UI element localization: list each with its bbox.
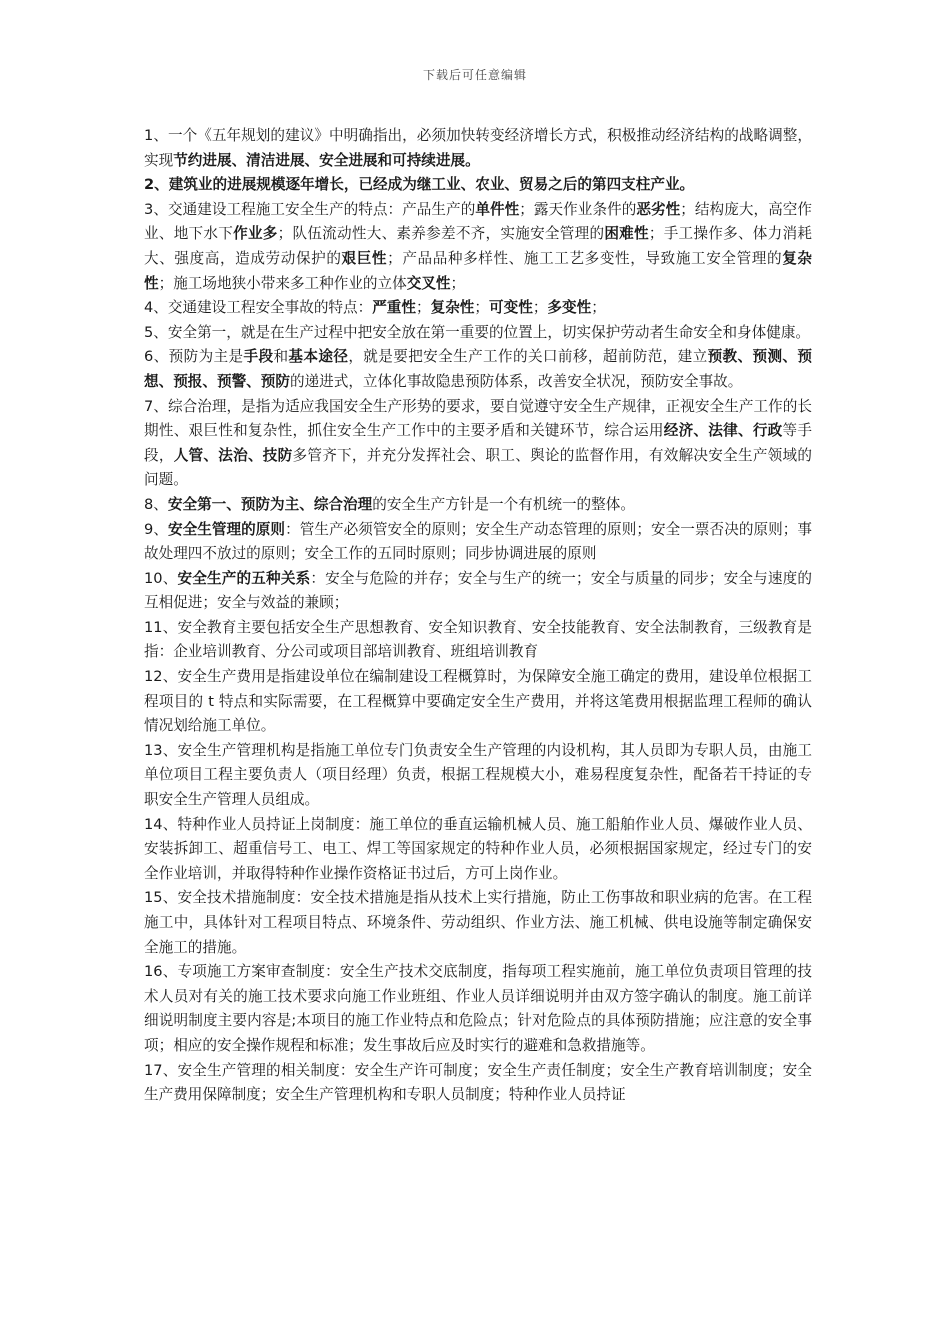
text-run: ； [532, 299, 548, 317]
text-run: 16、专项施工方案审查制度：安全生产技术交底制度，指每项工程实施前，施工单位负责项目管理的技术人员对有关的施工技术要求向施工作业班组、作业人员详细说明并由双方签字确认的制度。施工前详细说明制度主要内容是;本项目的施工作业特点和危险点；针对危险点的具体预防措施；应注意的安全事项；相应的安全操作规程和标准；发生事故后应及时实行的避难和急救措施等。 [144, 963, 812, 1054]
text-run: 8、 [144, 495, 168, 513]
bold-text-run: 作业多 [233, 225, 278, 243]
paragraph-12 [144, 665, 812, 739]
bold-text-run: 困难性 [604, 225, 649, 243]
paragraph-13 [144, 739, 812, 813]
text-run: 等手段， [144, 422, 812, 464]
bold-text-run: 复杂性 [144, 249, 812, 292]
text-run: 15、安全技术措施制度：安全技术措施是指从技术上实行措施，防止工伤事故和职业病的危害。在工程施工中，具体针对工程项目特点、环境条件、劳动组织、作业方法、施工机械、供电设施等制定确保安全施工的措施。 [144, 889, 812, 956]
bold-text-run: 安全生产的五种关系 [177, 569, 311, 587]
bold-text-run: 预教、预测、预想、预报、预警、预防 [144, 348, 812, 390]
bold-text-run: 2、建筑业的进展规模逐年增长，已经成为继工业、农业、贸易之后的第四支柱产业。 [144, 176, 695, 194]
text-run: 3、交通建设工程施工安全生产的特点：产品生产的 [144, 200, 476, 218]
text-run: ； [450, 274, 466, 292]
text-run: 13、安全生产管理机构是指施工单位专门负责安全生产管理的内设机构，其人员即为专职人员，由施工单位项目工程主要负责人（项目经理）负责，根据工程规模大小，难易程度复杂性，配备若干持证的专职安全生产管理人员组成。 [144, 741, 812, 809]
text-run: ；施工场地狭小带来多工种作业的立体 [158, 274, 407, 292]
text-run: ，就是要把安全生产工作的关口前移，超前防范，建立 [348, 348, 708, 366]
bold-text-run: 单件性 [475, 200, 520, 218]
text-run: 和 [273, 348, 289, 366]
text-run: 6、预防为主是 [144, 348, 244, 366]
bold-text-run: 基本途径 [288, 348, 349, 366]
paragraph-6 [144, 345, 812, 394]
text-run: ；手工操作多、体力消耗大、强度高，造成劳动保护的 [144, 225, 812, 267]
text-run: 1、一个《五年规划的建议》中明确指出，必须加快转变经济增长方式，积极推动经济结构的战略调整，实现 [144, 127, 812, 169]
text-run: 的安全生产方针是一个有机统一的整体。 [372, 495, 635, 513]
bold-text-run: 节约进展、清洁进展、安全进展和可持续进展。 [173, 151, 480, 169]
text-run: 的递进式，立体化事故隐患预防体系，改善安全状况，预防安全事故。 [289, 372, 743, 390]
text-run: 4、交通建设工程安全事故的特点： [144, 299, 373, 317]
paragraph-16 [144, 960, 812, 1058]
text-run: ； [591, 299, 606, 317]
text-run: 10、 [144, 569, 178, 587]
bold-text-run: 可变性 [489, 299, 533, 317]
paragraph-8 [144, 493, 812, 518]
paragraph-17 [144, 1059, 812, 1108]
text-run: ； [416, 299, 431, 317]
bold-text-run: 交叉性 [406, 274, 451, 292]
paragraph-9 [144, 518, 812, 567]
paragraph-11 [144, 616, 812, 665]
text-run: ：管生产必须管安全的原则；安全生产动态管理的原则；安全一票否决的原则；事故处理四不放过的原则；安全工作的五同时原则；同步协调进展的原则 [144, 520, 812, 563]
paragraph-14 [144, 813, 812, 887]
paragraph-7 [144, 395, 812, 493]
text-run: 9、 [144, 520, 168, 538]
bold-text-run: 复杂性 [430, 299, 475, 317]
bold-text-run: 人管、法治、技防 [173, 446, 293, 464]
paragraph-1 [144, 124, 812, 173]
bold-text-run: 安全生管理的原则 [167, 520, 286, 538]
text-run: 多管齐下，并充分发挥社会、职工、舆论的监督作用，有效解决安全生产领域的问题。 [144, 446, 812, 489]
paragraph-10 [144, 567, 812, 616]
text-run: 7、综合治理，是指为适应我国安全生产形势的要求，要自觉遵守安全生产规律，正视安全生产工作的长期性、艰巨性和复杂性，抓住安全生产工作中的主要矛盾和关键环节，综合运用 [144, 397, 812, 440]
paragraph-4 [144, 296, 812, 321]
text-run: ；露天作业条件的 [519, 200, 637, 218]
bold-text-run: 安全第一、预防为主、综合治理 [167, 495, 373, 513]
text-run: 5、安全第一，就是在生产过程中把安全放在第一重要的位置上，切实保护劳动者生命安全和身体健康。 [144, 323, 811, 341]
text-run: ；产品品种多样性、施工工艺多变性，导致施工安全管理的 [387, 249, 783, 267]
paragraph-5 [144, 321, 812, 346]
text-run: 14、特种作业人员持证上岗制度：施工单位的垂直运输机械人员、施工船舶作业人员、爆破作业人员、安装拆卸工、超重信号工、电工、焊工等国家规定的特种作业人员，必须根据国家规定，经过专门的安全作业培训，并取得特种作业操作资格证书过后，方可上岗作业。 [144, 815, 812, 882]
bold-text-run: 手段 [243, 348, 274, 366]
text-run: 17、安全生产管理的相关制度：安全生产许可制度；安全生产责任制度；安全生产教育培训制度；安全生产费用保障制度；安全生产管理机构和专职人员制度；特种作业人员持证 [144, 1061, 812, 1104]
document-body [144, 124, 812, 1108]
bold-text-run: 恶劣性 [636, 200, 681, 218]
text-run: 12、安全生产费用是指建设单位在编制建设工程概算时，为保障安全施工确定的费用，建设单位根据工程项目的 t 特点和实际需要，在工程概算中要确定安全生产费用，并将这笔费用根据监理工程师的确认情况划给施工单位。 [144, 668, 812, 735]
bold-text-run: 经济、法律、行政 [663, 422, 783, 440]
paragraph-3 [144, 198, 812, 296]
text-run: ：安全与危险的并存；安全与生产的统一；安全与质量的同步；安全与速度的互相促进；安全与效益的兼顾； [144, 569, 812, 612]
page-header: 下载后可任意编辑 [422, 68, 527, 82]
bold-text-run: 多变性 [547, 299, 592, 317]
paragraph-2 [144, 173, 812, 198]
text-run: ； [474, 299, 490, 317]
bold-text-run: 艰巨性 [341, 249, 388, 267]
text-run: ；队伍流动性大、素养参差不齐，实施安全管理的 [277, 225, 605, 243]
text-run: ；结构庞大，高空作业、地下水下 [144, 200, 812, 243]
paragraph-15 [144, 886, 812, 960]
text-run: 11、安全教育主要包括安全生产思想教育、安全知识教育、安全技能教育、安全法制教育，三级教育是指：企业培训教育、分公司或项目部培训教育、班组培训教育 [144, 618, 812, 661]
bold-text-run: 严重性 [372, 299, 416, 317]
